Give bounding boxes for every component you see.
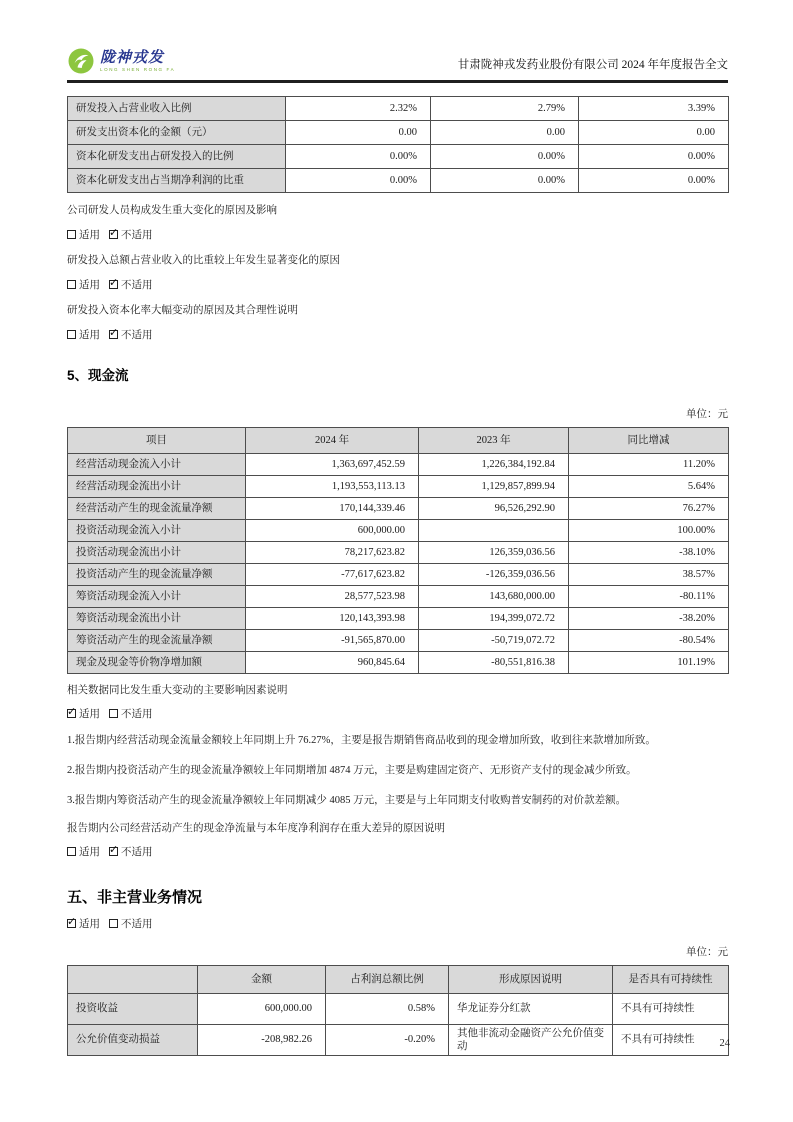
non-main-business-table: [67, 965, 729, 1056]
checkbox-checked-icon: [67, 709, 76, 718]
row-label: 现金及现金等价物净增加额: [68, 652, 246, 674]
cell-value: -80.54%: [569, 630, 729, 652]
table-row: [68, 564, 729, 586]
brand-text: [100, 50, 175, 72]
cell-value: 0.00: [286, 121, 431, 145]
column-header: [68, 966, 198, 994]
question-text: 公司研发人员构成发生重大变化的原因及影响: [67, 205, 277, 216]
column-header: 项目: [68, 428, 246, 454]
cell-value: 0.00: [431, 121, 579, 145]
checkbox-checked-icon: [109, 330, 118, 339]
cell-value: 1,226,384,192.84: [419, 454, 569, 476]
note-paragraph: 2.报告期内投资活动产生的现金流量净额较上年同期增加 4874 万元，主要是购建固定资产、无形资产支付的现金减少所致。: [67, 765, 637, 776]
not-applicable-label: 不适用: [121, 919, 153, 930]
cell-value: 100.00%: [569, 520, 729, 542]
table-row: [68, 498, 729, 520]
column-header: 2023 年: [419, 428, 569, 454]
checkbox-unchecked-icon: [109, 709, 118, 718]
column-header: 同比增减: [569, 428, 729, 454]
row-label: 筹资活动现金流入小计: [68, 586, 246, 608]
question-text: 研发投入资本化率大幅变动的原因及其合理性说明: [67, 305, 298, 316]
cell-value: -50,719,072.72: [419, 630, 569, 652]
applicable-label: 适用: [79, 230, 100, 241]
table-header-row: [68, 428, 729, 454]
table-row: [68, 542, 729, 564]
table-row: [68, 630, 729, 652]
row-label: 研发投入占营业收入比例: [68, 97, 286, 121]
cell-value: 0.00%: [286, 169, 431, 193]
column-header: 是否具有可持续性: [613, 966, 729, 994]
row-label: 筹资活动产生的现金流量净额: [68, 630, 246, 652]
section-heading-cashflow: 5、现金流: [67, 368, 129, 383]
row-label: 筹资活动现金流出小计: [68, 608, 246, 630]
cell-value: 960,845.64: [246, 652, 419, 674]
checkbox-checked-icon: [67, 919, 76, 928]
table-row: [68, 994, 729, 1025]
table-row: [68, 97, 729, 121]
cashflow-notes: [67, 684, 728, 860]
column-header: 形成原因说明: [449, 966, 613, 994]
cell-value: 2.79%: [431, 97, 579, 121]
applicable-label: 适用: [79, 709, 100, 720]
not-applicable-label: 不适用: [121, 280, 153, 291]
checkbox-checked-icon: [109, 230, 118, 239]
checkbox-unchecked-icon: [67, 847, 76, 856]
cell-value: 0.00%: [286, 145, 431, 169]
table-row: [68, 476, 729, 498]
table-row: [68, 586, 729, 608]
document-title: 甘肃陇神戎发药业股份有限公司 2024 年年度报告全文: [457, 59, 728, 71]
not-applicable-label: 不适用: [121, 709, 153, 720]
applicable-label: 适用: [79, 330, 100, 341]
cell-value: 其他非流动金融资产公允价值变动: [449, 1025, 613, 1056]
row-label: 投资活动现金流出小计: [68, 542, 246, 564]
cell-value: 1,363,697,452.59: [246, 454, 419, 476]
cell-value: [419, 520, 569, 542]
cell-value: 华龙证券分红款: [449, 994, 613, 1025]
cell-value: 1,129,857,899.94: [419, 476, 569, 498]
cell-value: -77,617,623.82: [246, 564, 419, 586]
table-row: [68, 121, 729, 145]
applicability-line: [67, 279, 728, 293]
row-label: 经营活动现金流出小计: [68, 476, 246, 498]
cell-value: 0.00%: [579, 145, 729, 169]
row-label: 资本化研发支出占当期净利润的比重: [68, 169, 286, 193]
applicable-label: 适用: [79, 847, 100, 858]
cell-value: 不具有可持续性: [613, 1025, 729, 1056]
row-label: 投资收益: [68, 994, 198, 1025]
row-label: 经营活动现金流入小计: [68, 454, 246, 476]
rd-questions: [67, 204, 728, 343]
cell-value: 3.39%: [579, 97, 729, 121]
row-label: 研发支出资本化的金额（元）: [68, 121, 286, 145]
cell-value: -38.20%: [569, 608, 729, 630]
table-row: [68, 608, 729, 630]
applicability-line: [67, 229, 728, 243]
cell-value: 101.19%: [569, 652, 729, 674]
cell-value: 600,000.00: [198, 994, 326, 1025]
question-text: 研发投入总额占营业收入的比重较上年发生显著变化的原因: [67, 255, 340, 266]
cell-value: -80.11%: [569, 586, 729, 608]
not-applicable-label: 不适用: [121, 847, 153, 858]
applicable-label: 适用: [79, 919, 100, 930]
cell-value: 11.20%: [569, 454, 729, 476]
cell-value: 1,193,553,113.13: [246, 476, 419, 498]
cell-value: 0.00%: [431, 169, 579, 193]
section-heading-non-main: 五、非主营业务情况: [67, 889, 203, 906]
brand: [67, 47, 175, 75]
cell-value: 不具有可持续性: [613, 994, 729, 1025]
checkbox-unchecked-icon: [67, 330, 76, 339]
page-number: 24: [719, 1038, 730, 1049]
cell-value: 126,359,036.56: [419, 542, 569, 564]
header-rule: [67, 80, 728, 83]
brand-logo-icon: [67, 47, 95, 75]
row-label: 资本化研发支出占研发投入的比例: [68, 145, 286, 169]
cell-value: 143,680,000.00: [419, 586, 569, 608]
row-label: 投资活动产生的现金流量净额: [68, 564, 246, 586]
row-label: 经营活动产生的现金流量净额: [68, 498, 246, 520]
applicability-line: [67, 708, 728, 722]
cell-value: 28,577,523.98: [246, 586, 419, 608]
applicability-line: [67, 918, 728, 932]
column-header: 2024 年: [246, 428, 419, 454]
unit-label: 单位：元: [686, 947, 728, 958]
cell-value: 170,144,339.46: [246, 498, 419, 520]
unit-label: 单位：元: [686, 409, 728, 420]
page-content: [67, 0, 728, 1056]
cell-value: -91,565,870.00: [246, 630, 419, 652]
page-header: [67, 0, 728, 75]
cell-value: 0.00%: [579, 169, 729, 193]
cell-value: 0.58%: [326, 994, 449, 1025]
question-text: 报告期内公司经营活动产生的现金净流量与本年度净利润存在重大差异的原因说明: [67, 823, 445, 834]
table-row: [68, 169, 729, 193]
table-row: [68, 454, 729, 476]
table-row: [68, 652, 729, 674]
cell-value: 194,399,072.72: [419, 608, 569, 630]
rd-investment-table: [67, 96, 729, 193]
cell-value: 600,000.00: [246, 520, 419, 542]
applicable-label: 适用: [79, 280, 100, 291]
cell-value: 0.00%: [431, 145, 579, 169]
not-applicable-label: 不适用: [121, 230, 153, 241]
cell-value: 38.57%: [569, 564, 729, 586]
checkbox-unchecked-icon: [67, 280, 76, 289]
row-label: 投资活动现金流入小计: [68, 520, 246, 542]
table-row: [68, 520, 729, 542]
not-applicable-label: 不适用: [121, 330, 153, 341]
checkbox-checked-icon: [109, 847, 118, 856]
cell-value: 2.32%: [286, 97, 431, 121]
checkbox-checked-icon: [109, 280, 118, 289]
column-header: 金额: [198, 966, 326, 994]
table-header-row: [68, 966, 729, 994]
checkbox-unchecked-icon: [109, 919, 118, 928]
cell-value: 96,526,292.90: [419, 498, 569, 520]
table-row: [68, 145, 729, 169]
cell-value: -80,551,816.38: [419, 652, 569, 674]
cell-value: 76.27%: [569, 498, 729, 520]
cell-value: -0.20%: [326, 1025, 449, 1056]
cell-value: -208,982.26: [198, 1025, 326, 1056]
applicability-line: [67, 846, 728, 860]
cell-value: 120,143,393.98: [246, 608, 419, 630]
cell-value: -126,359,036.56: [419, 564, 569, 586]
brand-name-en: LONG SHEN RONG FA: [100, 67, 176, 72]
column-header: 占利润总额比例: [326, 966, 449, 994]
cell-value: 78,217,623.82: [246, 542, 419, 564]
applicability-line: [67, 329, 728, 343]
note-paragraph: 1.报告期内经营活动现金流量金额较上年同期上升 76.27%，主要是报告期销售商品收到的现金增加所致，收到往来款增加所致。: [67, 735, 656, 746]
row-label: 公允价值变动损益: [68, 1025, 198, 1056]
cell-value: 5.64%: [569, 476, 729, 498]
cell-value: -38.10%: [569, 542, 729, 564]
brand-name-cn: 陇神戎发: [100, 49, 165, 66]
cashflow-table: [67, 427, 729, 674]
checkbox-unchecked-icon: [67, 230, 76, 239]
note-title: 相关数据同比发生重大变动的主要影响因素说明: [67, 685, 288, 696]
cell-value: 0.00: [579, 121, 729, 145]
table-row: [68, 1025, 729, 1056]
note-paragraph: 3.报告期内筹资活动产生的现金流量净额较上年同期减少 4085 万元，主要是与上年同期支付收购普安制药的对价款差额。: [67, 795, 627, 806]
